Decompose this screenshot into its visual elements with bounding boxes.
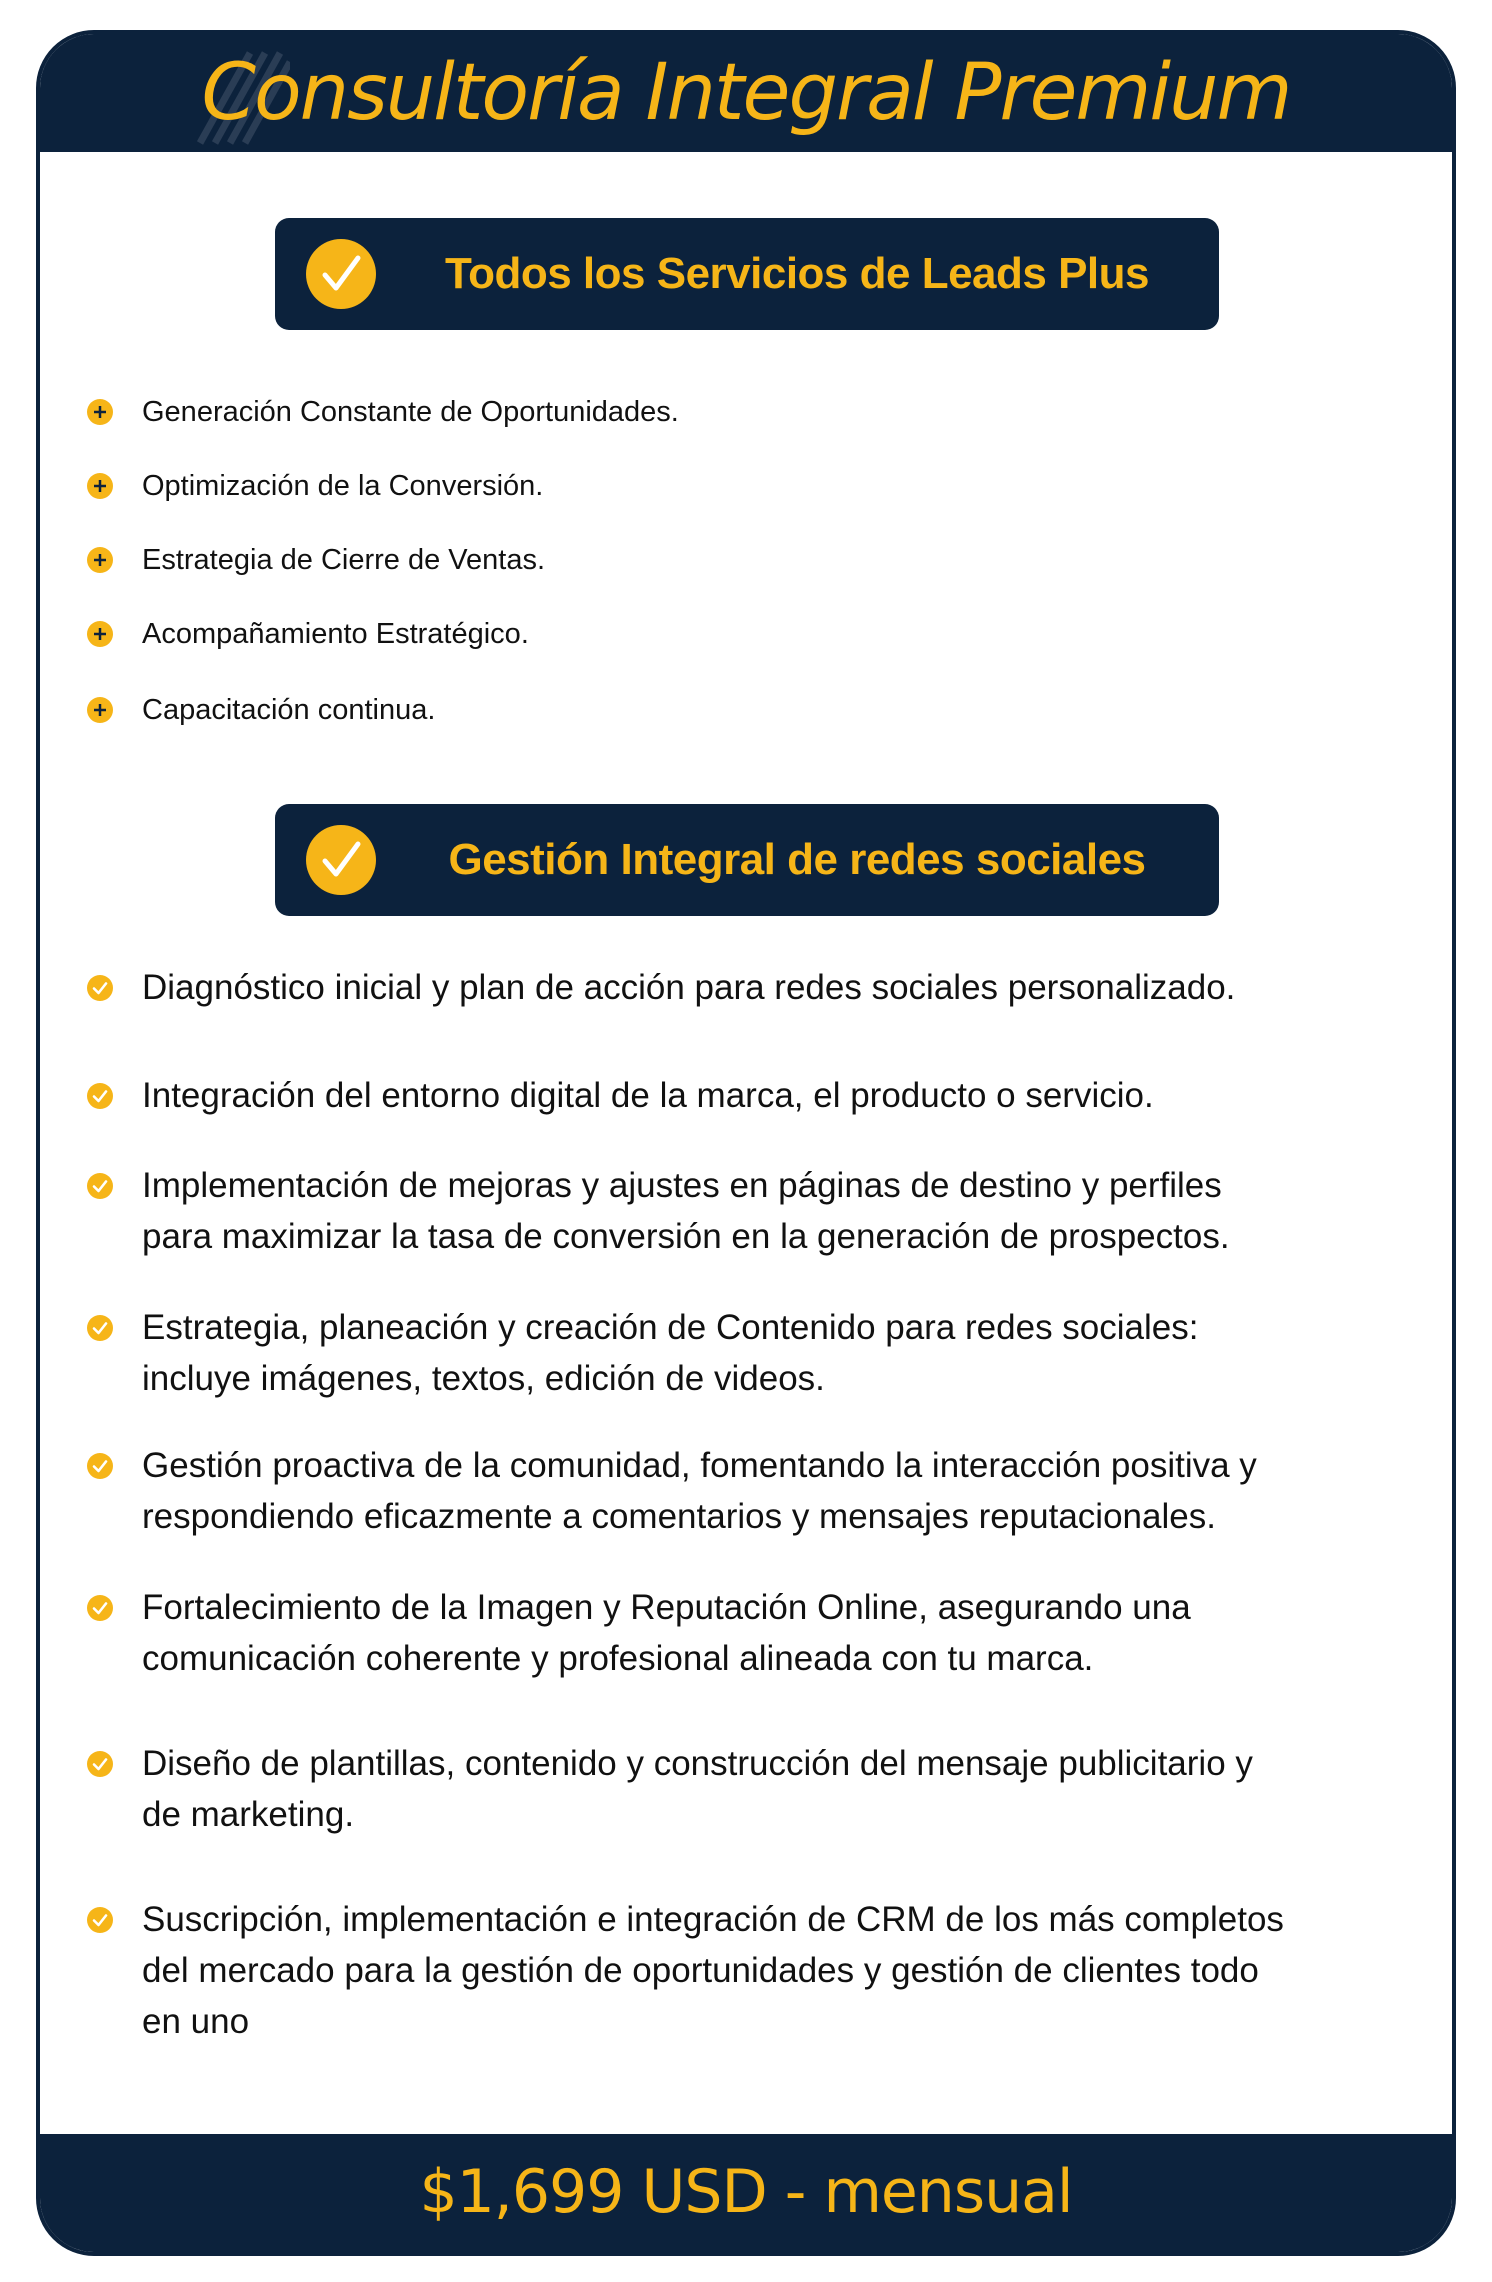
list-item-text: Capacitación continua. bbox=[142, 694, 436, 726]
page-title: Consultoría Integral Premium bbox=[201, 48, 1291, 138]
list-item-text: Gestión proactiva de la comunidad, fomentando la interacción positiva y respondiendo eficazmente a comentarios y mensajes reputacionales. bbox=[142, 1446, 1257, 1536]
check-circle-icon bbox=[86, 1082, 114, 1110]
check-badge-icon bbox=[305, 824, 377, 896]
check-circle-icon bbox=[86, 974, 114, 1002]
check-circle-icon bbox=[86, 1750, 114, 1778]
pricing-card bbox=[36, 30, 1456, 2256]
plus-circle-icon bbox=[86, 546, 114, 574]
check-circle-icon bbox=[86, 1594, 114, 1622]
check-circle-icon bbox=[86, 1906, 114, 1934]
plus-circle-icon bbox=[86, 398, 114, 426]
check-circle-icon bbox=[86, 1172, 114, 1200]
section-heading-text: Gestión Integral de redes sociales bbox=[448, 835, 1146, 884]
price-footer bbox=[40, 2134, 1452, 2252]
plus-circle-icon bbox=[86, 472, 114, 500]
list-item-text: Suscripción, implementación e integración de CRM de los más completos del mercado para la gestión de oportunidades y gestión de clientes todo en uno bbox=[142, 1900, 1284, 2041]
plus-circle-icon bbox=[86, 696, 114, 724]
section-heading-social-media bbox=[275, 804, 1219, 916]
list-item-text: Diseño de plantillas, contenido y construcción del mensaje publicitario y de marketing. bbox=[142, 1744, 1253, 1834]
check-badge-icon bbox=[305, 238, 377, 310]
list-item-text: Diagnóstico inicial y plan de acción para redes sociales personalizado. bbox=[142, 968, 1236, 1007]
list-item-text: Estrategia de Cierre de Ventas. bbox=[142, 544, 546, 576]
list-item-text: Estrategia, planeación y creación de Contenido para redes sociales: incluye imágenes, textos, edición de videos. bbox=[142, 1308, 1199, 1398]
list-item-text: Optimización de la Conversión. bbox=[142, 470, 544, 502]
check-circle-icon bbox=[86, 1314, 114, 1342]
check-circle-icon bbox=[86, 1452, 114, 1480]
list-item-text: Implementación de mejoras y ajustes en páginas de destino y perfiles para maximizar la tasa de conversión en la generación de prospectos. bbox=[142, 1166, 1230, 1256]
section-heading-leads-plus bbox=[275, 218, 1219, 330]
list-item-text: Acompañamiento Estratégico. bbox=[142, 618, 529, 650]
list-item-text: Generación Constante de Oportunidades. bbox=[142, 396, 679, 428]
header-bar bbox=[40, 34, 1452, 152]
plus-circle-icon bbox=[86, 620, 114, 648]
list-item-text: Integración del entorno digital de la marca, el producto o servicio. bbox=[142, 1076, 1154, 1115]
section-heading-text: Todos los Servicios de Leads Plus bbox=[444, 249, 1150, 298]
list-item-text: Fortalecimiento de la Imagen y Reputación Online, asegurando una comunicación coherente y profesional alineada con tu marca. bbox=[142, 1588, 1191, 1678]
price-label: $1,699 USD - mensual bbox=[419, 2157, 1073, 2227]
